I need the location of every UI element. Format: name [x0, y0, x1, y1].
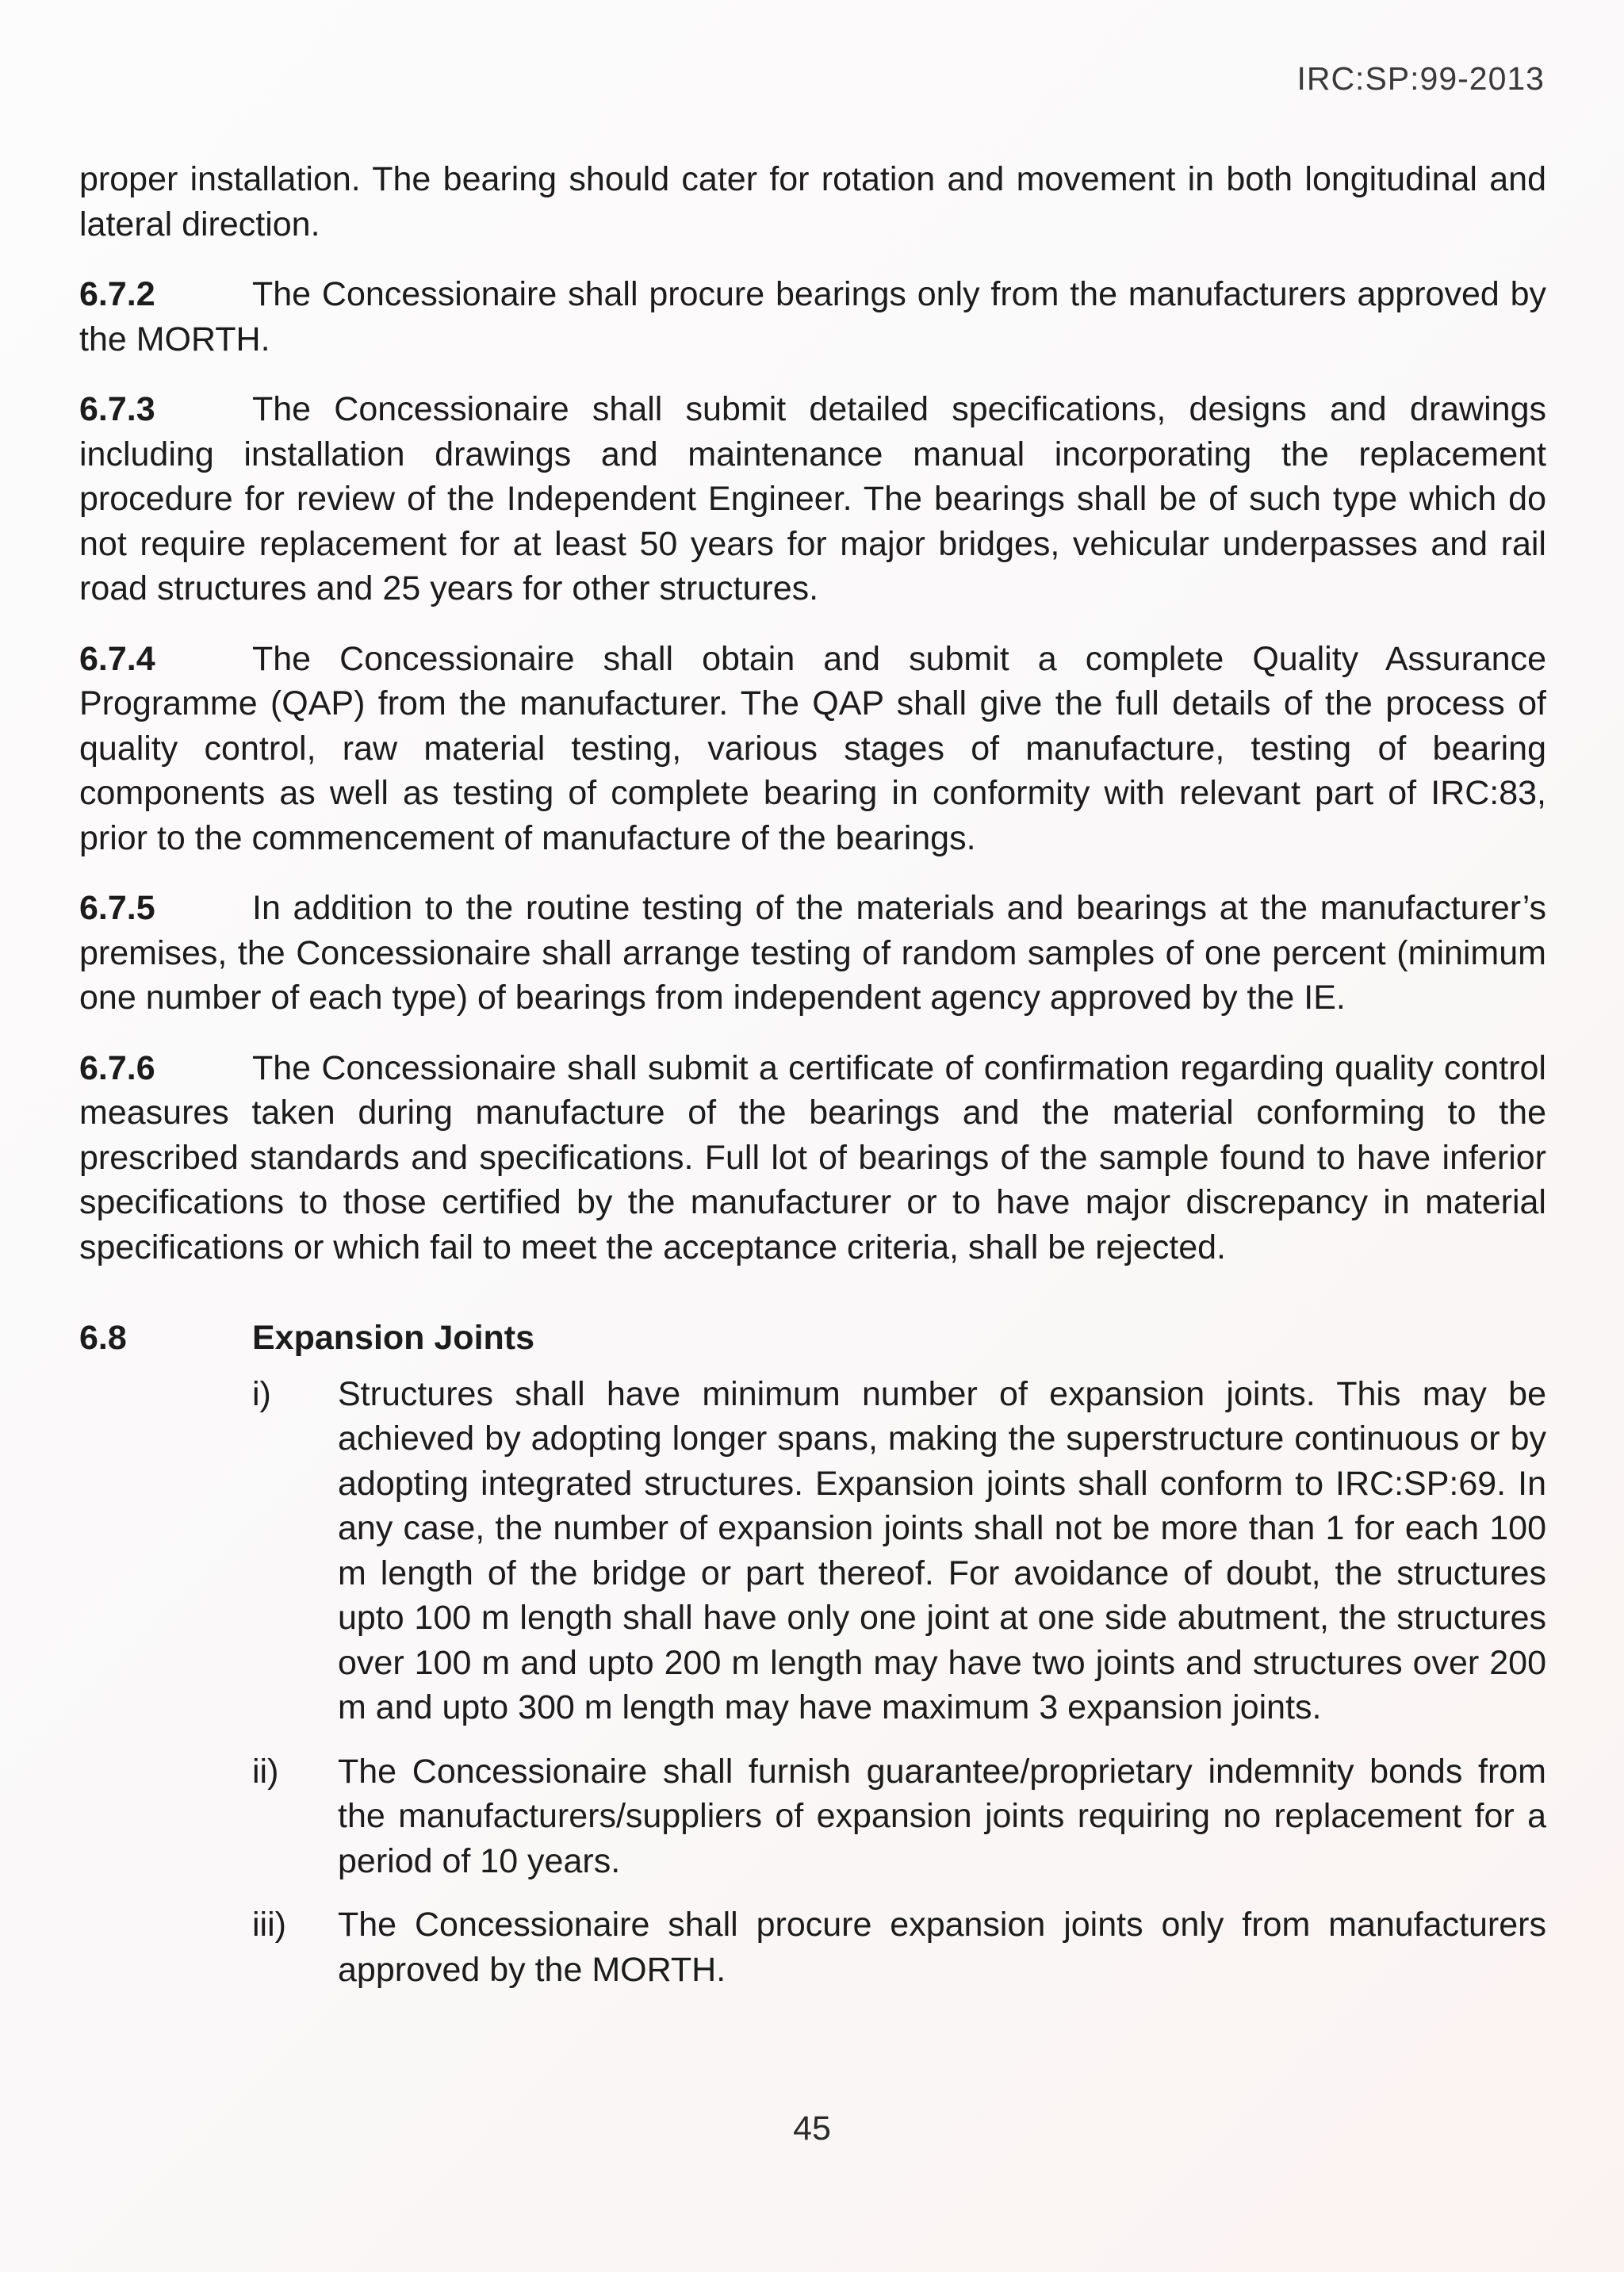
expansion-joints-list [252, 1372, 1546, 1993]
clause-text: The Concessionaire shall submit detailed specifications, designs and drawings including installation drawings and maintenance manual incorporating the replacement procedure for review of the Independent Engineer. The bearings shall be of such type which do not require replacement for at least 50 years for major bridges, vehicular underpasses and rail road structures and 25 years for other structures. [79, 390, 1546, 607]
clause-6-7-2 [79, 272, 1546, 362]
clause-6-7-3 [79, 387, 1546, 611]
clause-number: 6.7.2 [79, 275, 155, 313]
list-item [252, 1749, 1546, 1884]
clause-number: 6.7.6 [79, 1048, 155, 1087]
page-body [79, 157, 1546, 2011]
section-title: Expansion Joints [252, 1319, 535, 1357]
clause-text: The Concessionaire shall submit a certificate of confirmation regarding quality control measures taken during manufacture of the bearings and the material conforming to the prescribed standards and specifications. Full lot of bearings of the sample found to have inferior specifications to those certified by the manufacturer or to have major discrepancy in material specifications or which fail to meet the acceptance criteria, shall be rejected. [79, 1048, 1546, 1266]
clause-6-7-5 [79, 886, 1546, 1021]
list-item [252, 1372, 1546, 1730]
document-code-header: IRC:SP:99-2013 [1297, 60, 1545, 97]
clause-text: The Concessionaire shall procure bearings only from the manufacturers approved by the MORTH. [79, 275, 1546, 358]
clause-6-7-6 [79, 1046, 1546, 1270]
clause-text: In addition to the routine testing of the materials and bearings at the manufacturer’s premises, the Concessionaire shall arrange testing of random samples of one percent (minimum one number of each type) of bearings from independent agency approved by the IE. [79, 889, 1546, 1017]
list-item-marker: i) [252, 1374, 271, 1413]
list-item-text: The Concessionaire shall procure expansion joints only from manufacturers approved by the MORTH. [338, 1906, 1546, 1989]
section-heading-6-8 [79, 1316, 1546, 1361]
clause-number: 6.7.3 [79, 390, 155, 428]
paragraph-continuation [79, 157, 1546, 247]
list-item-text: Structures shall have minimum number of expansion joints. This may be achieved by adopting longer spans, making the superstructure continuous or by adopting integrated structures. Expansion joints shall conform to IRC:SP:69. In any case, the number of expansion joints shall not be more than 1 for each 100 m length of the bridge or part thereof. For avoidance of doubt, the structures upto 100 m length shall have only one joint at one side abutment, the structures over 100 m and upto 200 m length may have two joints and structures over 200 m and upto 300 m length may have maximum 3 expansion joints. [338, 1374, 1546, 1726]
clause-text: The Concessionaire shall obtain and submit a complete Quality Assurance Programme (QAP) from the manufacturer. The QAP shall give the full details of the process of quality control, raw material testing, various stages of manufacture, testing of bearing components as well as testing of complete bearing in conformity with relevant part of IRC:83, prior to the commencement of manufacture of the bearings. [79, 639, 1546, 857]
clause-number: 6.7.5 [79, 889, 155, 927]
paragraph-text: proper installation. The bearing should cater for rotation and movement in both longitudinal and lateral direction. [79, 160, 1546, 243]
clause-6-7-4 [79, 637, 1546, 861]
section-number: 6.8 [79, 1319, 127, 1357]
page-number: 45 [793, 2109, 831, 2147]
list-item-marker: ii) [252, 1752, 279, 1791]
list-item-text: The Concessionaire shall furnish guarantee/proprietary indemnity bonds from the manufacturers/suppliers of expansion joints requiring no replacement for a period of 10 years. [338, 1752, 1546, 1880]
list-item [252, 1902, 1546, 1992]
clause-number: 6.7.4 [79, 639, 155, 678]
list-item-marker: iii) [252, 1906, 286, 1944]
